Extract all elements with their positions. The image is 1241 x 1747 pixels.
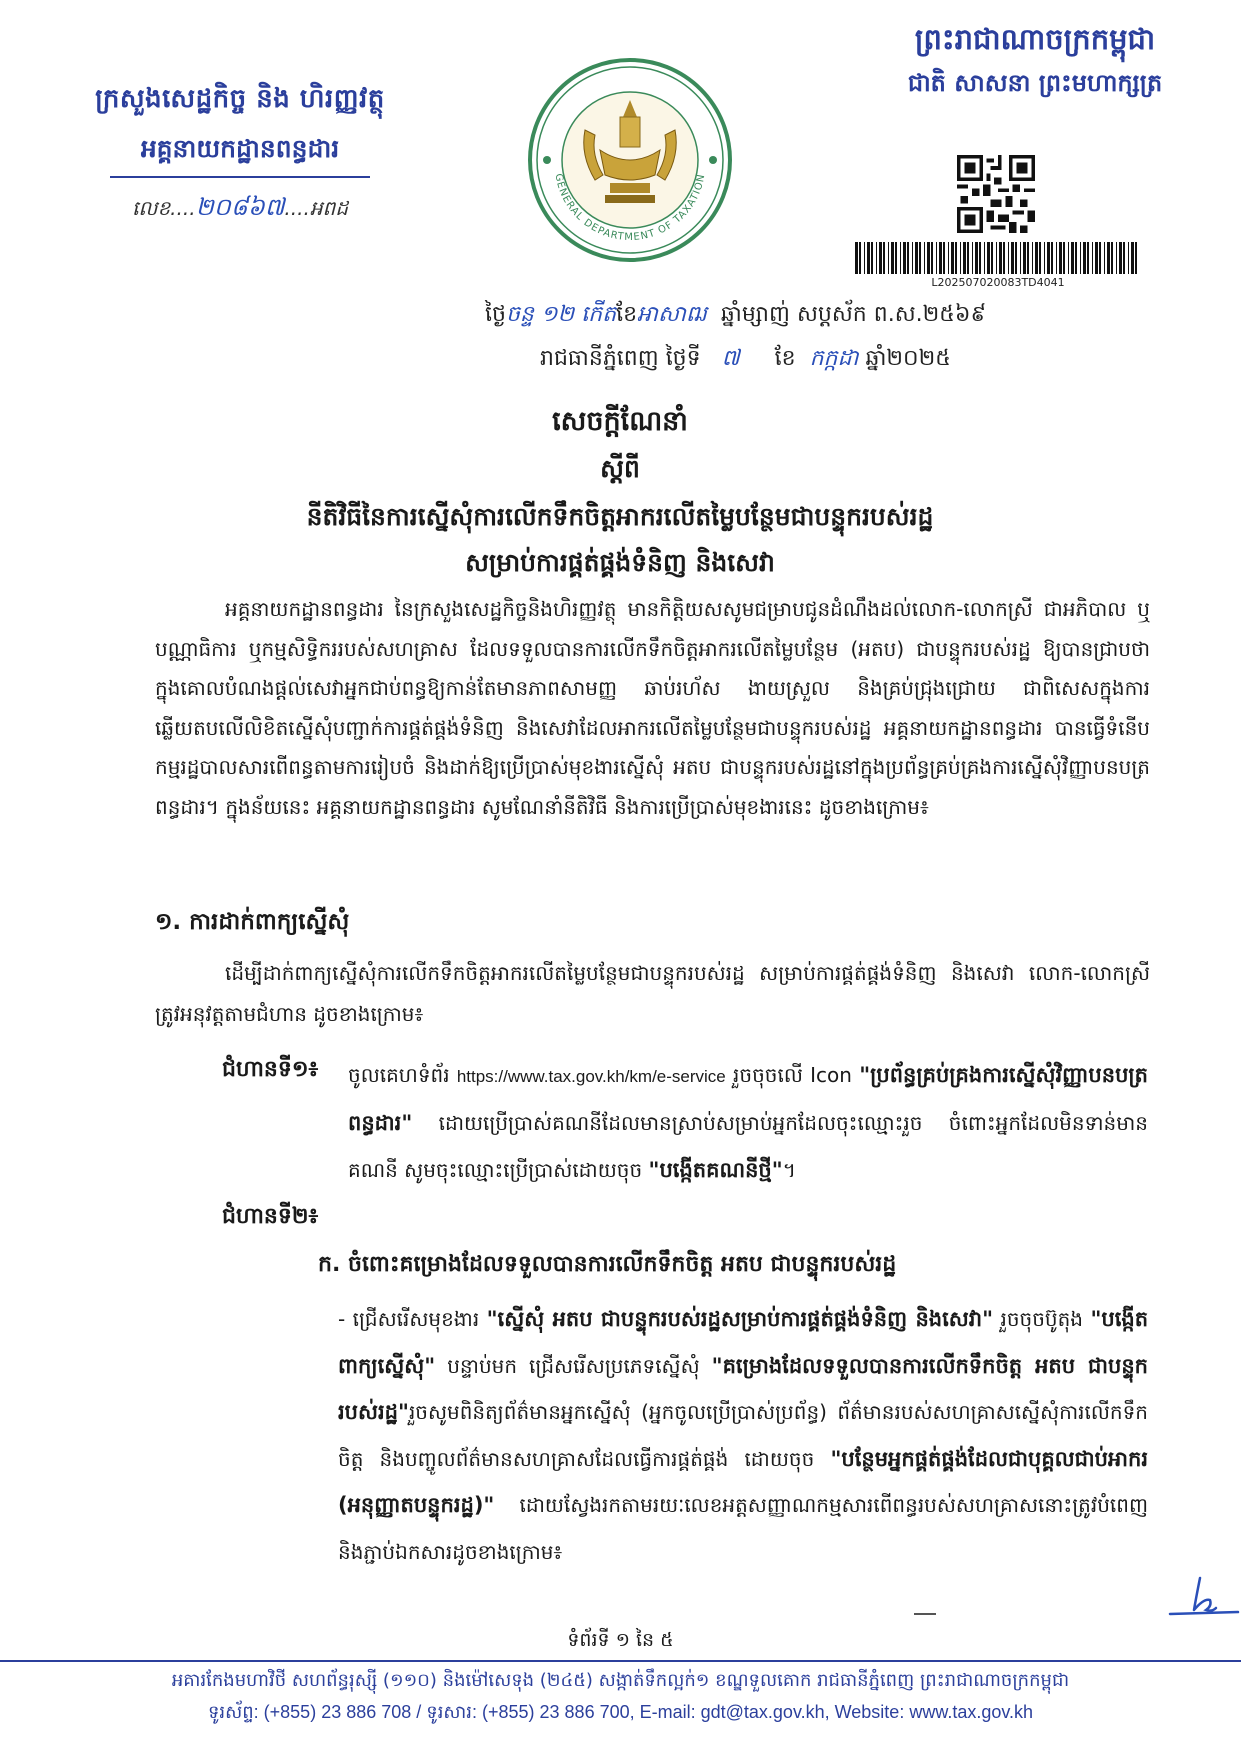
- lunar-date: [485, 300, 1185, 332]
- sub-a-create-request: "បង្កើតពាក្យស្នើសុំ": [338, 1307, 1149, 1378]
- sub-a-request-type: "គម្រោងដែលទទួលបានការលើកទឹកចិត្ត អតប ជាបន្ទុករបស់រដ្ឋ": [338, 1353, 1149, 1424]
- header-divider: [110, 176, 370, 178]
- title-line-1: សេចក្តីណែនាំ: [552, 406, 688, 437]
- document-title: [120, 405, 1120, 584]
- section-1-heading: ១. ការដាក់ពាក្យស្នើសុំ: [155, 909, 350, 935]
- sub-a-text: [338, 1296, 1148, 1575]
- footer-contact: ទូរស័ព្ទ: (+855) 23 886 708 / ទូរសារ: (+855) 23 886 700, E-mail: gdt@tax.gov.kh, Website: www.tax.gov.kh: [207, 1702, 1034, 1722]
- lunar-day: ចន្ទ ១២ កើត: [505, 302, 617, 327]
- date-day: ៧: [721, 346, 740, 371]
- step-1-system-name: "ប្រព័ន្ធគ្រប់គ្រងការស្នើសុំវិញ្ញាបនបត្រពន្ធដារ": [348, 1063, 1149, 1135]
- kingdom-name: ព្រះរាជាណាចក្រកម្ពុជា: [914, 22, 1156, 56]
- sub-a-part-4: រួចសូមពិនិត្យព័ត៌មានអ្នកស្នើសុំ (អ្នកចូលប្រើប្រាស់ប្រព័ន្ធ) ព័ត៌មានរបស់សហគ្រាសស្នើសុំការលើកទឹកចិត្ត និងបញ្ចូលព័ត៌មានសហគ្រាសដែលធ្វើការផ្គត់ផ្គង់ ដោយចុច: [338, 1400, 1148, 1471]
- step-1-label: ជំហានទី១៖: [222, 1057, 319, 1082]
- date-year: ឆ្នាំ២០២៥: [865, 346, 951, 371]
- sub-a-part-3: បន្ទាប់មក ជ្រើសរើសប្រភេទស្នើសុំ: [447, 1353, 700, 1378]
- step-1-part-b: រួចចុចលើ Icon: [733, 1063, 852, 1087]
- step-1-part-c: ដោយប្រើប្រាស់គណនីដែលមានស្រាប់សម្រាប់អ្នកដែលចុះឈ្មោះរួច ចំពោះអ្នកដែលមិនទាន់មានគណនី សូមចុះឈ្មោះប្រើប្រាស់ដោយចុច: [348, 1111, 1148, 1182]
- signature-initial-icon: [1160, 1568, 1240, 1623]
- decorative-dash: [914, 1613, 936, 1615]
- ministry-header: [40, 82, 440, 227]
- page-number: ទំព័រទី ១ នៃ ៥: [567, 1629, 674, 1651]
- ref-suffix: អពដ: [309, 196, 348, 220]
- department-name: អគ្គនាយកដ្ឋានពន្ធដារ: [140, 134, 340, 163]
- step-2-label: ជំហានទី២៖: [222, 1204, 319, 1229]
- sub-a-function-name: "ស្នើសុំ អតប ជាបន្ទុករបស់រដ្ឋសម្រាប់ការផ្គត់ផ្គង់ទំនិញ និងសេវា": [486, 1307, 994, 1331]
- title-line-2: ស្តីពី: [600, 454, 640, 483]
- seal-emblem-icon: [525, 55, 735, 265]
- footer-divider: [0, 1660, 1241, 1662]
- step-1-end: ។: [782, 1158, 796, 1182]
- sub-a-part-5: ដោយស្វែងរកតាមរយៈលេខអត្តសញ្ញាណកម្មសារពើពន្ធរបស់សហគ្រាសនោះត្រូវបំពេញ និងភ្ជាប់ឯកសារដូចខាងក្រោម៖: [338, 1493, 1148, 1564]
- seal-text: GENERAL DEPARTMENT OF TAXATION: [552, 172, 708, 244]
- footer-address: អគារកែងមហាវិថី សហព័ន្ធរុស្ស៊ី (១១០) និងម៉ៅសេទុង (២៤៥) សង្កាត់ទឹកល្អក់១ ខណ្ឌទួលគោក រាជធានីភ្នំពេញ ព្រះរាជាណាចក្រកម្ពុជា: [171, 1670, 1070, 1691]
- title-line-4: សម្រាប់ការផ្គត់ផ្គង់ទំនិញ និងសេវា: [465, 548, 775, 577]
- sub-a-heading: ក. ចំពោះគម្រោងដែលទទួលបានការលើកទឹកចិត្ត អតប ជាបន្ទុករបស់រដ្ឋ: [318, 1252, 897, 1277]
- solar-date: [540, 344, 1190, 376]
- step-1-part-a: ចូលគេហទំព័រ: [348, 1063, 450, 1087]
- kingdom-header: [855, 22, 1215, 103]
- sub-a-add-supplier: "បន្ថែមអ្នកផ្គត់ផ្គង់ដែលជាបុគ្គលជាប់អាករ (អនុញ្ញាតបន្ទុករដ្ឋ)": [338, 1446, 1148, 1517]
- date-place: រាជធានីភ្នំពេញ ថ្ងៃទី: [540, 346, 701, 371]
- sub-a-part-2: រួចចុចប៊ូតុង: [1000, 1307, 1084, 1331]
- ref-prefix: លេខ: [132, 196, 171, 220]
- sub-a-part-1: - ជ្រើសរើសមុខងារ: [338, 1307, 480, 1331]
- barcode-number: L202507020083TD4041: [931, 276, 1065, 289]
- ref-number: ២០៨៦៧: [195, 193, 285, 221]
- lunar-prefix: ថ្ងៃ: [485, 302, 506, 327]
- barcode-icon: [853, 242, 1143, 274]
- step-1-create-account: "បង្កើតគណនីថ្មី": [648, 1158, 783, 1182]
- lunar-month-prefix: ខែ: [616, 302, 638, 327]
- lunar-month: អាសាឍ: [637, 302, 707, 327]
- ministry-name: ក្រសួងសេដ្ឋកិច្ច និង ហិរញ្ញវត្ថុ: [95, 84, 385, 114]
- date-month: កក្កដា: [809, 346, 859, 371]
- national-motto: ជាតិ សាសនា ព្រះមហាក្សត្រ: [907, 69, 1163, 97]
- section-1-paragraph: ដើម្បីដាក់ពាក្យស្នើសុំការលើកទឹកចិត្តអាករលើតម្លៃបន្ថែមជាបន្ទុករបស់រដ្ឋ សម្រាប់ការផ្គត់ផ្គង់ទំនិញ និងសេវា លោក-លោកស្រី ត្រូវអនុវត្តតាមជំហាន ដូចខាងក្រោម៖: [155, 961, 1150, 1026]
- e-service-link[interactable]: https://www.tax.gov.kh/km/e-service: [456, 1067, 726, 1086]
- date-month-prefix: ខែ: [774, 346, 796, 371]
- title-line-3: នីតិវិធីនៃការស្នើសុំការលើកទឹកចិត្តអាករលើតម្លៃបន្ថែមជាបន្ទុករបស់រដ្ឋ: [306, 502, 934, 531]
- intro-paragraph: អគ្គនាយកដ្ឋានពន្ធដារ នៃក្រសួងសេដ្ឋកិច្ចនិងហិរញ្ញវត្ថុ មានកិត្តិយសសូមជម្រាបជូនដំណឹងដល់លោក-លោកស្រី ជាអភិបាល ឬបណ្ណាធិការ ឬកម្មសិទ្ធិកររបស់សហគ្រាស ដែលទទួលបានការលើកទឹកចិត្តអាករលើតម្លៃបន្ថែម (អតប) ជាបន្ទុករបស់រដ្ឋ ឱ្យបានជ្រាបថា ក្នុងគោលបំណងផ្តល់សេវាអ្នកជាប់ពន្ធឱ្យកាន់តែមានភាពសាមញ្ញ ឆាប់រហ័ស ងាយស្រួល និងគ្រប់ជ្រុងជ្រោយ ជាពិសេសក្នុងការឆ្លើយតបលើលិខិតស្នើសុំបញ្ជាក់ការផ្គត់ផ្គង់ទំនិញ និងសេវាដែលអាករលើតម្លៃបន្ថែមជាបន្ទុករបស់រដ្ឋ អគ្គនាយកដ្ឋានពន្ធដារ បានធ្វើទំនើបកម្មរដ្ឋបាលសារពើពន្ធតាមការរៀបចំ និងដាក់ឱ្យប្រើប្រាស់មុខងារស្នើសុំ អតប ជាបន្ទុករបស់រដ្ឋនៅក្នុងប្រព័ន្ធគ្រប់គ្រងការស្នើសុំវិញ្ញាបនបត្រពន្ធដារ។ ក្នុងន័យនេះ អគ្គនាយកដ្ឋានពន្ធដារ សូមណែនាំនីតិវិធី និងការប្រើប្រាស់មុខងារនេះ ដូចខាងក្រោម៖: [155, 597, 1150, 819]
- step-1-text: [348, 1052, 1148, 1194]
- reference-number: លេខ....២០៨៦៧....អពដ: [132, 193, 348, 221]
- lunar-year: ឆ្នាំម្សាញ់ សប្តស័ក ព.ស.២៥៦៩: [720, 302, 987, 327]
- qr-code-icon: [957, 155, 1035, 233]
